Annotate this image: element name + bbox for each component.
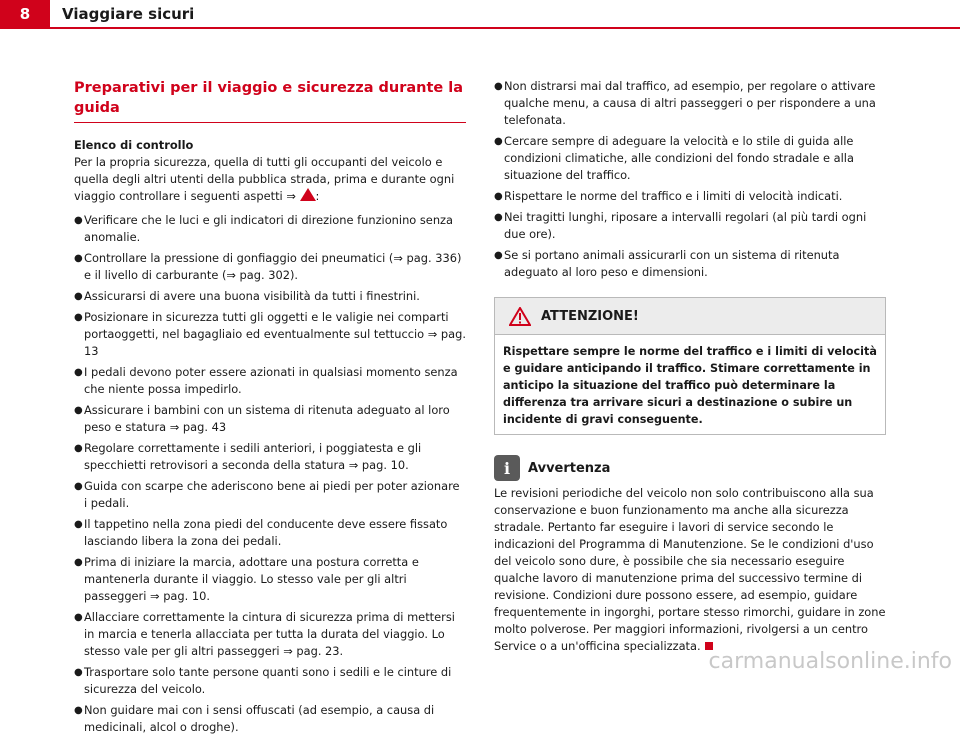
left-bullet-list (74, 212, 466, 736)
bullet-icon: ● (74, 557, 83, 568)
note-text: Le revisioni periodiche del veicolo non solo contribuiscono alla sua conservazione e buon funzionamento ma anche alla sicurezza stradale. Pertanto far eseguire i lavori di service secondo le indicazioni del Programma di Manutenzione. Se le condizioni d'uso del veicolo sono dure, è possibile che sia necessario eseguire qualche lavoro di manutenzione prima del successivo termine di revisione. Condizioni dure possono essere, ad esempio, guidare frequentemente in ingorghi, portare stesso rimorchi, guidare in zone molto polverose. Per maggiori informazioni, rivolgersi a un centro Service o a un'officina specializzata. (494, 486, 886, 653)
bullet-text: Assicurare i bambini con un sistema di ritenuta adeguato al loro peso e statura ⇒ pag. 43 (84, 403, 450, 434)
intro-paragraph (74, 154, 466, 205)
list-item (74, 402, 466, 436)
bullet-icon: ● (74, 705, 83, 716)
note-title: Avvertenza (528, 460, 611, 476)
list-item (494, 133, 886, 184)
list-item (74, 309, 466, 360)
watermark: carmanualsonline.info (708, 649, 952, 674)
bullet-text: Guida con scarpe che aderiscono bene ai piedi per poter azionare i pedali. (84, 479, 460, 510)
bullet-text: Assicurarsi di avere una buona visibilità da tutti i finestrini. (84, 289, 420, 303)
bullet-text: Trasportare solo tante persone quanti sono i sedili e le cinture di sicurezza del veicolo. (84, 665, 452, 696)
bullet-text: I pedali devono poter essere azionati in qualsiasi momento senza che niente possa impedirlo. (84, 365, 458, 396)
arrow-icon: ⇒ (286, 189, 296, 203)
note-paragraph (494, 485, 886, 655)
list-item (74, 609, 466, 660)
bullet-icon: ● (74, 291, 83, 302)
list-item (74, 212, 466, 246)
list-item (74, 250, 466, 284)
right-column (494, 78, 886, 662)
right-bullet-list (494, 78, 886, 281)
page-header (0, 0, 960, 30)
bullet-icon: ● (74, 215, 83, 226)
bullet-icon: ● (494, 81, 503, 92)
header-rule (0, 27, 960, 29)
intro-text: Per la propria sicurezza, quella di tutti gli occupanti del veicolo e quella degli altri utenti della pubblica strada, prima e durante ogni viaggio controllare i seguenti aspetti (74, 155, 455, 203)
bullet-icon: ● (494, 136, 503, 147)
sub-heading: Elenco di controllo (74, 138, 194, 152)
bullet-icon: ● (494, 191, 503, 202)
list-item (494, 78, 886, 129)
bullet-icon: ● (74, 519, 83, 530)
left-column (74, 78, 466, 740)
bullet-icon: ● (74, 405, 83, 416)
bullet-text: Nei tragitti lunghi, riposare a intervalli regolari (al più tardi ogni due ore). (504, 210, 867, 241)
bullet-text: Verificare che le luci e gli indicatori di direzione funzionino senza anomalie. (84, 213, 453, 244)
bullet-icon: ● (74, 367, 83, 378)
bullet-icon: ● (74, 667, 83, 678)
bullet-text: Non distrarsi mai dal traffico, ad esempio, per regolare o attivare qualche menu, a causa di altri passeggeri o per rispondere a una telefonata. (504, 79, 876, 127)
list-item (494, 247, 886, 281)
bullet-text: Regolare correttamente i sedili anteriori, i poggiatesta e gli specchietti retrovisori a seconda della statura ⇒ pag. 10. (84, 441, 422, 472)
list-item (494, 209, 886, 243)
bullet-text: Cercare sempre di adeguare la velocità e lo stile di guida alle condizioni climatiche, alle condizioni del fondo stradale e alla situazione del traffico. (504, 134, 854, 182)
header-title: Viaggiare sicuri (62, 5, 195, 23)
page-number: 8 (0, 0, 50, 28)
bullet-icon: ● (74, 312, 83, 323)
bullet-text: Rispettare le norme del traffico e i limiti di velocità indicati. (504, 189, 843, 203)
list-item (74, 364, 466, 398)
bullet-text: Posizionare in sicurezza tutti gli oggetti e le valigie nei comparti portaoggetti, nel bagagliaio ed eventualmente sul tettuccio ⇒ pag. 13 (84, 310, 466, 358)
section-title: Preparativi per il viaggio e sicurezza durante la guida (74, 78, 466, 123)
list-item (74, 440, 466, 474)
bullet-text: Allacciare correttamente la cintura di sicurezza prima di mettersi in marcia e tenerla allacciata per tutta la durata del viaggio. Lo stesso vale per gli altri passeggeri ⇒ pag. 23. (84, 610, 455, 658)
list-item (74, 554, 466, 605)
intro-suffix: : (315, 189, 320, 203)
info-note-icon: i (494, 455, 520, 481)
list-item (74, 516, 466, 550)
bullet-icon: ● (494, 250, 503, 261)
warning-triangle-icon (509, 307, 531, 326)
warning-box (494, 297, 886, 435)
list-item (74, 702, 466, 736)
list-item (74, 478, 466, 512)
warning-header (495, 298, 885, 335)
bullet-icon: ● (74, 612, 83, 623)
list-item (494, 188, 886, 205)
list-item (74, 288, 466, 305)
warning-text: Rispettare sempre le norme del traffico e i limiti di velocità e guidare anticipando il traffico. Stimare correttamente in anticipo la situazione del traffico può determinare la differenza tra arrivare sicuri a destinazione o subire un incidente di gravi conseguente. (503, 345, 877, 426)
bullet-icon: ● (74, 443, 83, 454)
bullet-icon: ● (494, 212, 503, 223)
bullet-text: Prima di iniziare la marcia, adottare una postura corretta e mantenerla durante il viaggio. Lo stesso vale per gli altri passeggeri ⇒ pag. 10. (84, 555, 419, 603)
bullet-text: Controllare la pressione di gonfiaggio dei pneumatici (⇒ pag. 336) e il livello di carburante (⇒ pag. 302). (84, 251, 462, 282)
bullet-text: Se si portano animali assicurarli con un sistema di ritenuta adeguato al loro peso e dimensioni. (504, 248, 840, 279)
bullet-text: Il tappetino nella zona piedi del conducente deve essere fissato lasciando libera la zona dei pedali. (84, 517, 448, 548)
bullet-icon: ● (74, 481, 83, 492)
list-item (74, 664, 466, 698)
warning-triangle-icon (300, 188, 316, 201)
warning-title: ATTENZIONE! (541, 308, 639, 324)
note-header (494, 455, 886, 481)
bullet-icon: ● (74, 253, 83, 264)
bullet-text: Non guidare mai con i sensi offuscati (ad esempio, a causa di medicinali, alcol o droghe). (84, 703, 435, 734)
